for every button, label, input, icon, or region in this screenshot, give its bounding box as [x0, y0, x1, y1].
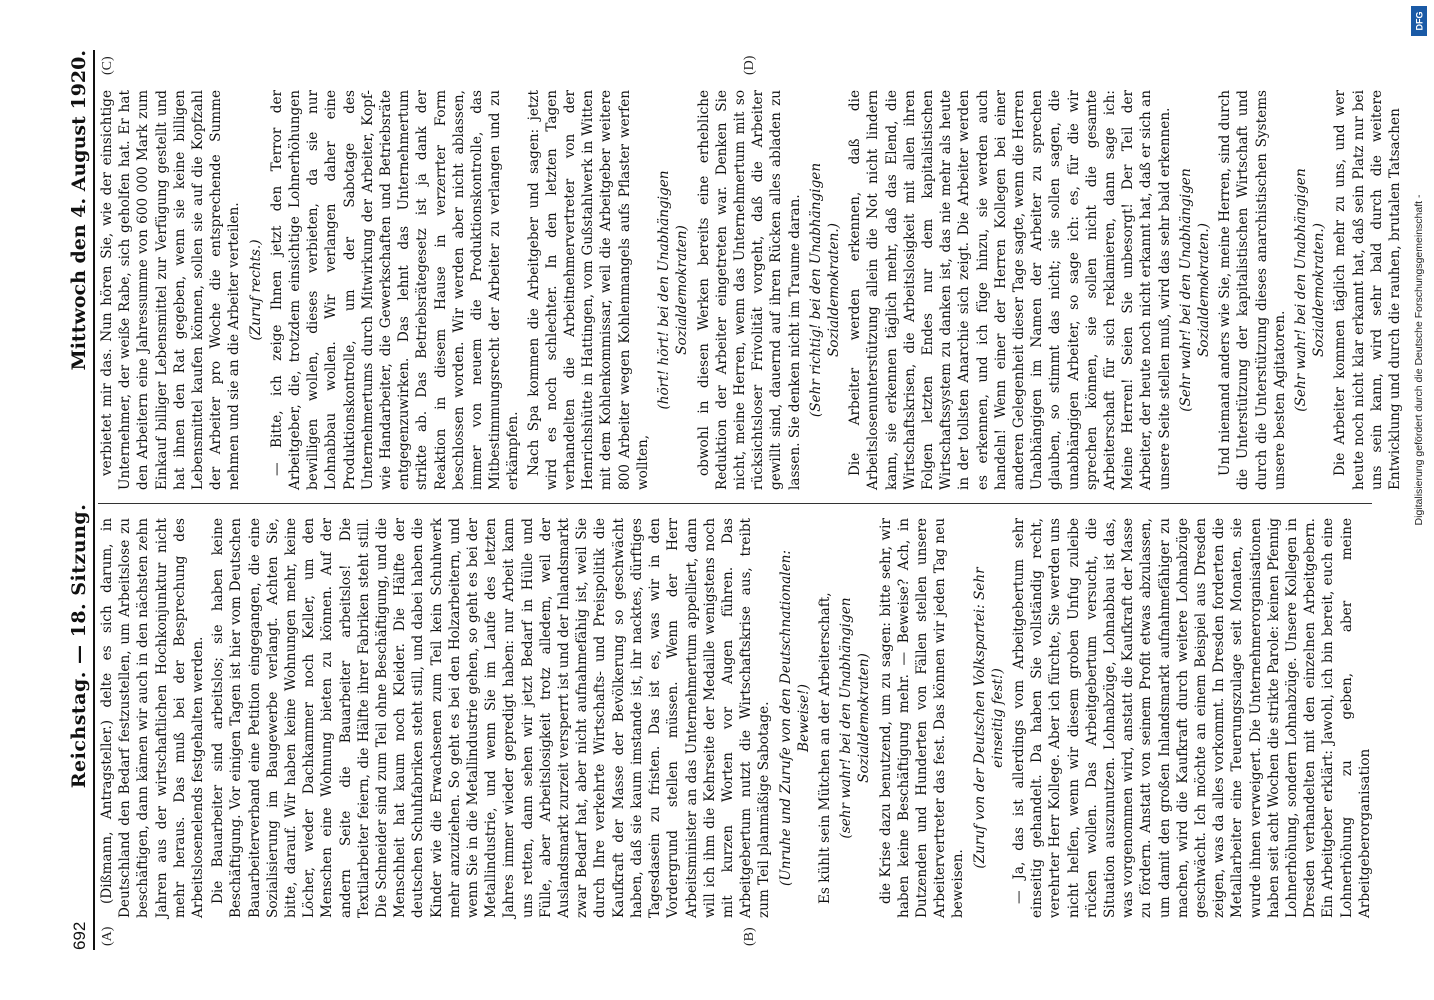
rotated-page: [52, 30, 1404, 970]
digitization-credit: [1410, 0, 1428, 1000]
header-right-title: Mittwoch den 4. August 1920.: [68, 50, 90, 371]
paragraph: obwohl in diesen Werken bereits eine erhebliche Reduktion der Arbeiter eingetreten war. Denken Sie nicht, meine Herren, wenn das Unternehmertum mit so rücksichtsloser Frivolität vorgeht, daß die Arbeiter gewillt sind, dauernd auf ihren Rücken alles abladen zu lassen. Sie denken nicht im Traume daran.: [695, 90, 803, 490]
interjection: (hört! hört! bei den Unabhängigen Sozialdemokraten): [656, 170, 691, 410]
paragraph: Die Arbeiter werden erkennen, daß die Arbeitslosenunterstützung allein die Not nicht lindern kann, sie erkennen täglich mehr, daß das Elend, die Wirtschaftskrisen, die Arbeitslosigkeit mit allen ihren Folgen letzten Endes nur dem kapitalistischen Wirtschaftssystem zu danken ist, das nie mehr als heute in der tollsten Anarchie sich zeigt. Die Arbeiter werden es erkennen, und ich füge hinzu, sie werden auch handeln! Wenn einer der Herren Kollegen bei einer anderen Gelegenheit dieser Tage sagte, wenn die Herren Unabhängigen im Namen der Arbeiter zu sprechen glauben, so stimmt das nicht; sie sollen sagen, die unabhängigen Arbeiter, so sage ich: es, für die wir sprechen können, sie sollen nicht die gesamte Arbeiterschaft für sich reklamieren, dann sage ich: Meine Herren! Seien Sie unbesorgt! Der Teil der Arbeiter, der heute noch nicht erkannt hat, daß er sich an unsere Seite stellen muß, wird das sehr bald erkennen.: [847, 90, 1173, 490]
margin-mark-c: (C): [100, 56, 115, 75]
credit-text: Digitalisierung gefördert durch die Deutsche Forschungsgemeinschaft -: [1413, 194, 1425, 526]
interjection: (Sehr wahr! bei den Unabhängigen Sozialdemokraten.): [1293, 168, 1328, 412]
paragraph: — Ja, das ist allerdings vom Arbeitgebertum sehr einseitig gehandelt. Da haben Sie vollständig recht, verehrter Herr Kollege. Aber ich fürchte, Sie werden uns nicht helfen, wenn wir diesem groben Unfug zuleibe rücken wollen. Das Arbeitgebertum versucht, die Situation auszunutzen. Lohnabzüge, Lohnabbau ist das, was vorgenommen wird, anstatt die Kaufkraft der Masse zu fördern. Anstatt von seinem Profit etwas abzulassen, um damit den großen Inlandsmarkt aufnahmefähiger zu machen, wird die Kaufkraft durch weitere Lohnabzüge geschwächt. Ich möchte an einem Beispiel aus Dresden zeigen, was da alles vorkommt. In Dresden forderten die Metallarbeiter eine Teuerungszulage seit Monaten, sie wurde ihnen verweigert. Die Unternehmerorganisationen haben seit acht Wochen die strikte Parole: keinen Pfennig Lohnerhöhung, sondern Lohnabzüge. Unsere Kollegen in Dresden verhandelten mit den einzelnen Arbeitgebern. Ein Arbeitgeber erklärt: Jawohl, ich bin bereit, euch eine Lohnerhöhung zu geben, aber meine Arbeitgeberorganisation: [1010, 518, 1373, 918]
paragraph: Die Arbeiter kommen täglich mehr zu uns, und wer heute noch nicht klar erkannt hat, daß sein Platz nur bei uns sein kann, wird sehr bald durch die weitere Entwicklung und durch die rauhen, brutalen Tatsachen: [1332, 90, 1404, 490]
interjection: (Sehr richtig! bei den Unabhängigen Sozialdemokraten.): [807, 162, 842, 418]
paragraph: die Krise dazu benutzend, um zu sagen: bitte sehr, wir haben keine Beschäftigung mehr. — Beweise? Ach, in Dutzenden und Hunderten von Fällen stellen unsere Arbeitervertreter das fest. Das können wir jeden Tag neu beweisen.: [877, 518, 967, 918]
paragraph: (Dißmann, Antragsteller.) delte es sich darum, in Deutschland den Bedarf festzustellen, um Arbeitslose zu beschäftigen, dann kämen wir auch in den nächsten zehn Jahren aus der wirtschaftlichen Hochkonjunktur nicht mehr heraus. Das muß bei der Besprechung des Arbeitslosenelends festgehalten werden.: [99, 518, 207, 918]
interjection: (Unruhe und Zurufe von den Deutschnationalen: Beweise!): [777, 550, 812, 886]
paragraph: Es kühlt sein Mütchen an der Arbeiterschaft,: [816, 592, 833, 904]
margin-mark-b: (B): [742, 927, 757, 946]
paragraph: verbietet mir das. Nun hören Sie, wie der einsichtige Unternehmer, der weiße Rabe, sich geholfen hat. Er hat den Arbeitern eine Jahressumme von 600 000 Mark zum Einkauf billiger Lebensmittel zur Verfügung gestellt und hat ihnen den Rat gegeben, wenn sie keine billigen Lebensmittel kaufen können, sollen sie auf die Kopfzahl der Arbeiter pro Woche die entsprechende Summe nehmen und sie an die Arbeiter verteilen.: [99, 90, 243, 490]
dfg-logo: [1411, 6, 1427, 36]
margin-mark-a: (A): [100, 926, 115, 946]
interjection: (Sehr wahr! bei den Unabhängigen Sozialdemokraten.): [1177, 168, 1212, 412]
dfg-logo-text: DFG: [1414, 11, 1424, 31]
column-divider: [98, 503, 1372, 504]
paragraph: Nach Spa kommen die Arbeitgeber und sagen: jetzt wird es noch schlechter. In den letzten Tagen verhandelten die Arbeitnehmervertreter von der Henrichshütte in Hattingen, vom Gußstahlwerk in Witten mit dem Kohlenkommissar, weil die Arbeitgeber weitere 800 Arbeiter wegen Kohlenmangels aufs Pflaster werfen wollten,: [525, 90, 651, 490]
paragraph: — Bitte, ich zeige Ihnen jetzt den Terror der Arbeitgeber, die, trotzdem einsichtige Lohnerhöhungen bewilligen wollen, dieses verbieten, da sie nur Lohnabbau wollen. Wir verlangen daher eine Produktionskontrolle, um der Sabotage des Unternehmertums durch Mitwirkung der Arbeiter, Kopf- wie Handarbeiter, die Gewerkschaften und Betriebsräte entgegenzuwirken. Das lehnt das Unternehmertum strikte ab. Das Betriebsrätegesetz ist ja dank der Reaktion in diesem Hause in verzerrter Form beschlossen worden. Wir werden aber nicht ablassen, immer von neuem die Produktionskontrolle, das Mitbestimmungsrecht der Arbeiter zu verlangen und zu erkämpfen.: [268, 90, 522, 490]
paragraph: Die Bauarbeiter sind arbeitslos; sie haben keine Beschäftigung. Vor einigen Tagen ist hier vom Deutschen Bauarbeiterverband eine Petition eingegangen, die eine Sozialisierung im Baugewerbe verlangt. Achten Sie, bitte, darauf. Wir haben keine Wohnungen mehr, keine Löcher, weder Dachkammer noch Keller, um den Menschen eine Wohnung bieten zu können. Auf der andern Seite die Bauarbeiter arbeitslos! Die Textilarbeiter feiern, die Hälfte ihrer Fabriken steht still. Die Schneider sind zum Teil ohne Beschäftigung, und die Menschheit hat kaum noch Kleider. Die Hälfte der deutschen Schuhfabriken steht still, und dabei haben die Kinder wie die Erwachsenen zum Teil kein Schuhwerk mehr anzuziehen. So geht es bei den Holzarbeitern, und wenn Sie in die Metallindustrie gehen, so geht es bei der Metallindustrie, und wenn Sie im Laufe des letzten Jahres immer wieder gepredigt haben: nur Arbeit kann uns retten, dann sehen wir jetzt Bedarf in Hülle und Fülle, aber Arbeitslosigkeit trotz alledem, weil der Auslandsmarkt zurzeit versperrt ist und der Inlandsmarkt zwar Bedarf hat, aber nicht aufnahmefähig ist, weil Sie durch Ihre verkehrte Wirtschafts- und Preispolitik die Kaufkraft der Masse der Bevölkerung so geschwächt haben, daß sie kaum imstande ist, ihr nacktes, dürftiges Tagesdasein zu fristen. Das ist es, was wir in den Vordergrund stellen müssen. Wenn der Herr Arbeitsminister an das Unternehmertum appelliert, dann will ich ihm die Kehrseite der Medaille wenigstens noch mit kurzen Worten vor Augen führen. Das Arbeitgebertum nutzt die Wirtschaftskrise aus, treibt zum Teil planmäßige Sabotage.: [210, 518, 773, 918]
page-header: [60, 50, 95, 950]
right-column: [98, 90, 1404, 490]
interjection: (Zuruf rechts.): [247, 239, 264, 341]
interjection: (sehr wahr! bei den Unabhängigen Sozialdemokraten): [838, 597, 873, 839]
margin-mark-d: (D): [742, 55, 757, 75]
paragraph: Und niemand anders wie Sie, meine Herren, sind durch die Unterstützung der kapitalistischen Wirtschaft und durch die Unterstützung dieses anarchistischen Systems unsere besten Agitatoren.: [1217, 90, 1288, 490]
page-number: 692: [70, 921, 89, 950]
left-column: [98, 518, 1372, 918]
header-left-title: Reichstag. — 18. Sitzung.: [68, 503, 90, 789]
interjection: (Zuruf von der Deutschen Volkspartei: Sehr einseitig fest!): [971, 567, 1006, 869]
